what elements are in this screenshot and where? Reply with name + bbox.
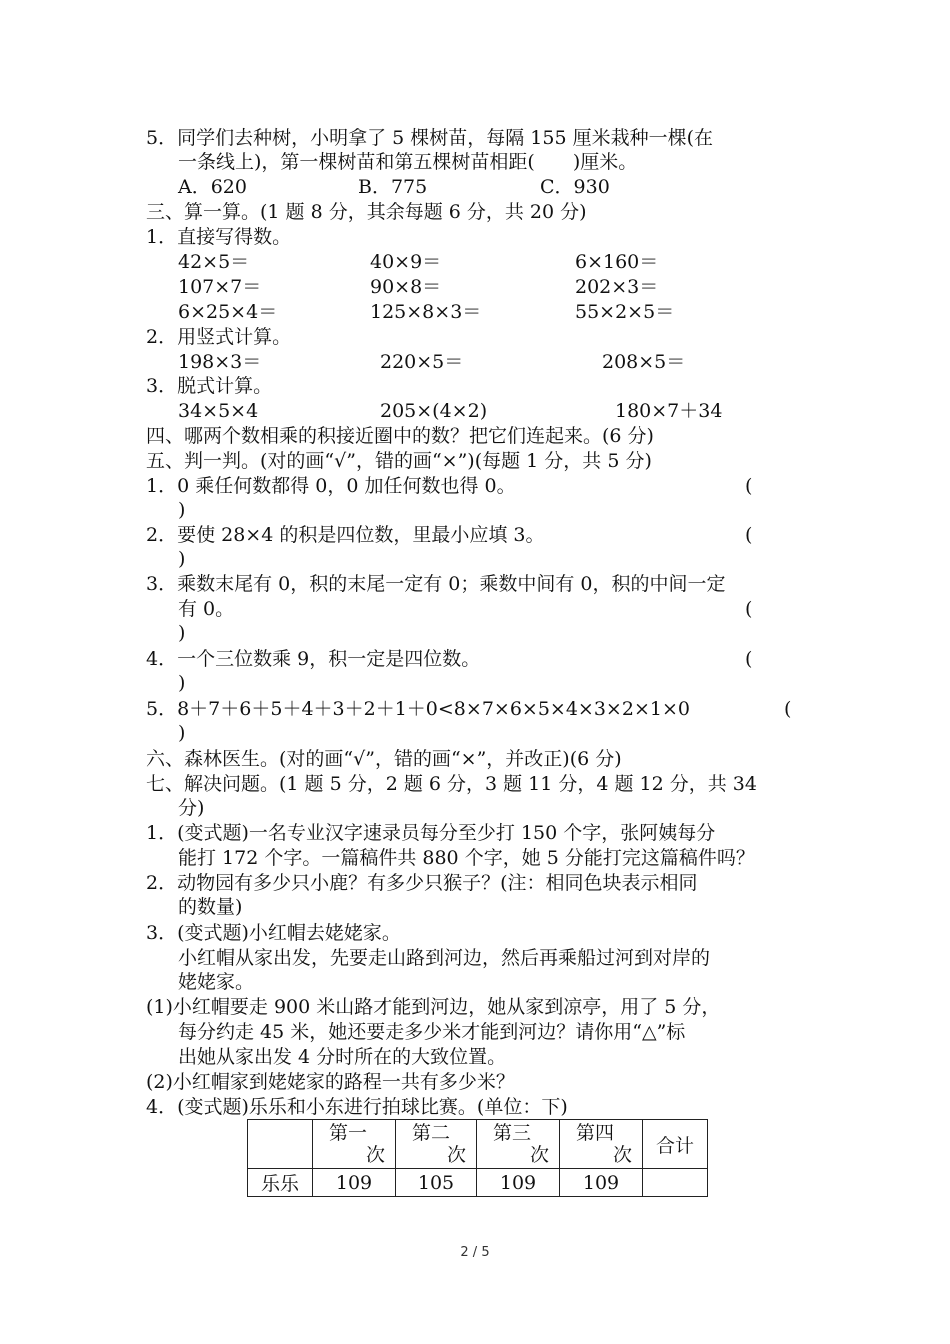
direct-calc: 42×5＝ <box>178 251 250 273</box>
q5-option-a: A．620 <box>178 176 247 198</box>
vertical-calc: 220×5＝ <box>380 351 464 373</box>
direct-calc: 55×2×5＝ <box>575 301 675 323</box>
table-cell: 109 <box>477 1169 560 1197</box>
section7-title-cont: 分) <box>178 797 205 819</box>
problem-2: 2．动物园有多少只小鹿？有多少只猴子？(注：相同色块表示相同 <box>146 872 698 894</box>
vertical-calc: 208×5＝ <box>602 351 686 373</box>
stepwise-calc: 205×(4×2) <box>380 400 488 422</box>
judge-item-2: 2．要使 28×4 的积是四位数，里最小应填 3。 <box>146 524 545 546</box>
problem-3-desc-cont: 姥姥家。 <box>178 971 255 993</box>
header-text: 次 <box>529 1144 549 1166</box>
q5-line2: 一条线上)，第一棵树苗和第五棵树苗相距( )厘米。 <box>178 151 638 173</box>
answer-paren-close: ) <box>178 622 186 644</box>
table-total-cell <box>643 1169 708 1197</box>
problem-2-cont: 的数量) <box>178 896 243 918</box>
row-name: 乐乐 <box>248 1169 313 1197</box>
table-header-cell <box>560 1120 643 1169</box>
table-header-cell <box>477 1120 560 1169</box>
header-text: 次 <box>446 1144 466 1166</box>
section3-sub1: 1．直接写得数。 <box>146 226 292 248</box>
header-text: 次 <box>365 1144 385 1166</box>
header-text: 次 <box>612 1144 632 1166</box>
score-table <box>247 1119 708 1197</box>
q5-option-b: B．775 <box>358 176 428 198</box>
q5-option-c: C．930 <box>540 176 610 198</box>
direct-calc: 40×9＝ <box>370 251 442 273</box>
problem-3-q1-cont: 每分约走 45 米，她还要走多少米才能到河边？请你用“△”标 <box>178 1021 686 1043</box>
stepwise-calc: 34×5×4 <box>178 400 259 422</box>
judge-item-4: 4．一个三位数乘 9，积一定是四位数。 <box>146 648 481 670</box>
problem-1: 1．(变式题)一名专业汉字速录员每分至少打 150 个字，张阿姨每分 <box>146 822 716 844</box>
judge-item-5: 5．8＋7＋6＋5＋4＋3＋2＋1＋0<8×7×6×5×4×3×2×1×0 <box>146 698 690 720</box>
judge-item-3: 3．乘数末尾有 0，积的末尾一定有 0；乘数中间有 0，积的中间一定 <box>146 573 726 595</box>
answer-paren-open: ( <box>745 648 753 670</box>
judge-item-1: 1．0 乘任何数都得 0，0 加任何数也得 0。 <box>146 475 516 497</box>
header-text: 第二 <box>412 1122 451 1144</box>
answer-paren-close: ) <box>178 672 186 694</box>
direct-calc: 107×7＝ <box>178 276 262 298</box>
page-number: 2 / 5 <box>460 1245 490 1260</box>
table-corner-cell <box>248 1120 313 1169</box>
section3-title: 三、算一算。(1 题 8 分，其余每题 6 分，共 20 分) <box>146 201 587 223</box>
section4-title: 四、哪两个数相乘的积接近圈中的数？把它们连起来。(6 分) <box>146 425 654 447</box>
direct-calc: 90×8＝ <box>370 276 442 298</box>
direct-calc: 202×3＝ <box>575 276 659 298</box>
problem-3: 3．(变式题)小红帽去姥姥家。 <box>146 922 401 944</box>
problem-4: 4．(变式题)乐乐和小东进行拍球比赛。(单位：下) <box>146 1096 568 1118</box>
table-cell: 109 <box>313 1169 396 1197</box>
direct-calc: 6×160＝ <box>575 251 659 273</box>
answer-paren-open: ( <box>745 524 753 546</box>
direct-calc: 6×25×4＝ <box>178 301 278 323</box>
section3-sub2: 2．用竖式计算。 <box>146 326 292 348</box>
problem-3-q1: (1)小红帽要走 900 米山路才能到河边，她从家到凉亭，用了 5 分， <box>146 996 721 1018</box>
header-text: 第四 <box>576 1122 615 1144</box>
header-text: 第三 <box>493 1122 532 1144</box>
problem-3-q1-cont2: 出她从家出发 4 分时所在的大致位置。 <box>178 1046 507 1068</box>
section6-title: 六、森林医生。(对的画“√”，错的画“×”，并改正)(6 分) <box>146 748 622 770</box>
answer-paren-open: ( <box>745 598 753 620</box>
table-header-cell <box>396 1120 477 1169</box>
header-text: 第一 <box>329 1122 368 1144</box>
table-header-total: 合计 <box>643 1120 708 1169</box>
problem-3-q2: (2)小红帽家到姥姥家的路程一共有多少米？ <box>146 1071 515 1093</box>
answer-paren-close: ) <box>178 499 186 521</box>
answer-paren-close: ) <box>178 722 186 744</box>
vertical-calc: 198×3＝ <box>178 351 262 373</box>
table-header-row <box>248 1120 708 1169</box>
problem-1-cont: 能打 172 个字。一篇稿件共 880 个字，她 5 分能打完这篇稿件吗？ <box>178 847 755 869</box>
problem-3-desc: 小红帽从家出发，先要走山路到河边，然后再乘船过河到对岸的 <box>178 947 711 969</box>
answer-paren-close: ) <box>178 548 186 570</box>
table-cell: 109 <box>560 1169 643 1197</box>
answer-paren-open: ( <box>745 475 753 497</box>
stepwise-calc: 180×7＋34 <box>615 400 723 422</box>
table-header-cell <box>313 1120 396 1169</box>
section7-title: 七、解决问题。(1 题 5 分，2 题 6 分，3 题 11 分，4 题 12 分，共 34 <box>146 773 757 795</box>
section3-sub3: 3．脱式计算。 <box>146 375 273 397</box>
section5-title: 五、判一判。(对的画“√”，错的画“×”)(每题 1 分，共 5 分) <box>146 450 652 472</box>
direct-calc: 125×8×3＝ <box>370 301 482 323</box>
answer-paren-open: ( <box>784 698 792 720</box>
judge-item-3-cont: 有 0。 <box>178 598 235 620</box>
q5-line1: 5．同学们去种树，小明拿了 5 棵树苗，每隔 155 厘米栽种一棵(在 <box>146 127 714 149</box>
table-cell: 105 <box>396 1169 477 1197</box>
table-row <box>248 1169 708 1197</box>
